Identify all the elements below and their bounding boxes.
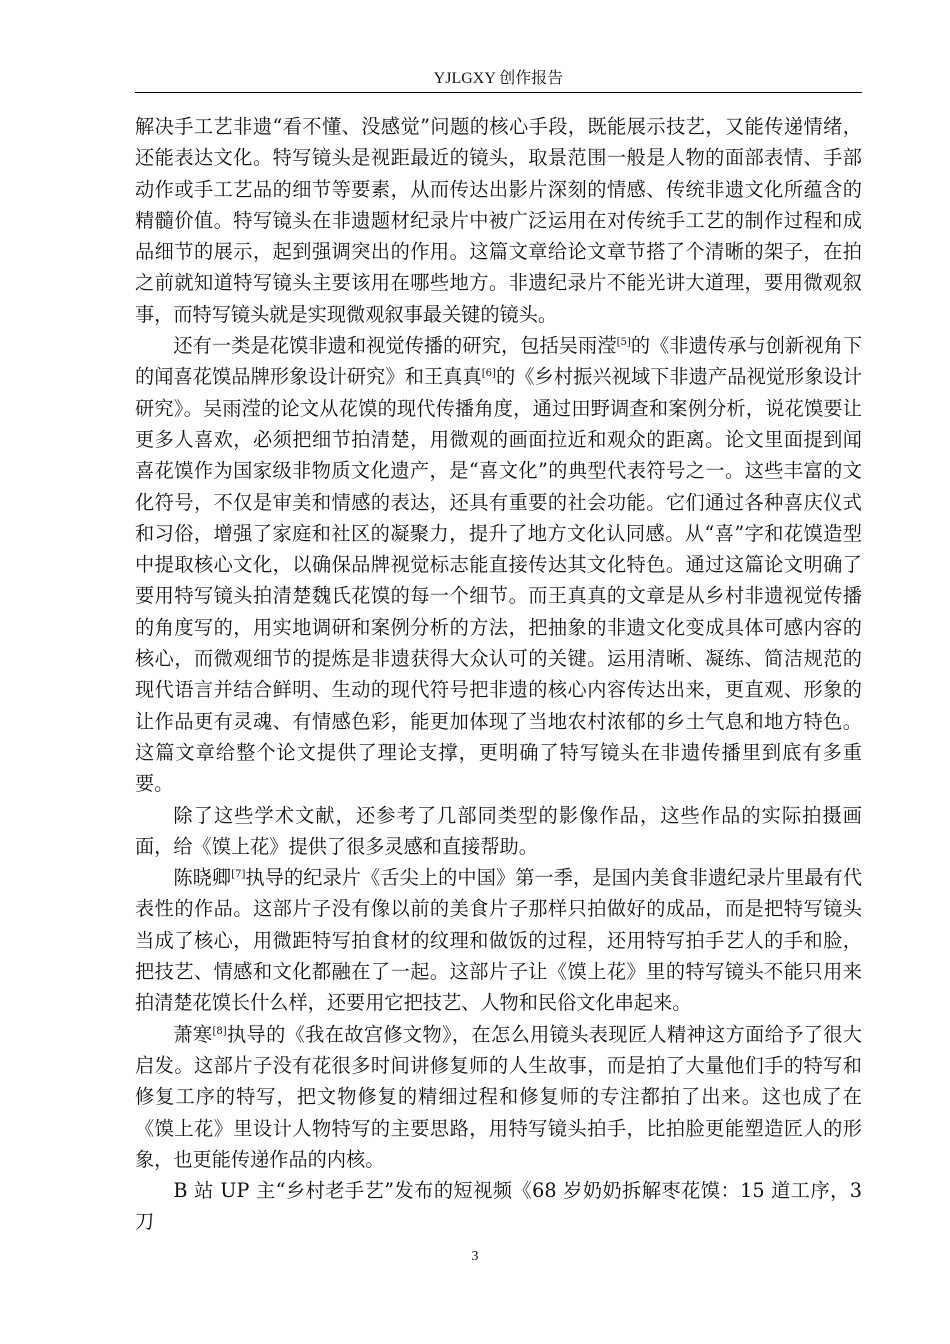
paragraph-2-text-b: 的《非遗传承与创新视角下的闻喜花馍品牌形象设计研究》和王真真	[135, 334, 863, 389]
citation-7: [7]	[231, 869, 246, 881]
paragraph-2-text-a: 还有一类是花馍非遗和视觉传播的研究，包括吴雨滢	[173, 334, 617, 358]
paragraph-5	[135, 1019, 862, 1175]
citation-8: [8]	[212, 1025, 227, 1037]
paragraph-4-text-b: 执导的纪录片《舌尖上的中国》第一季，是国内美食非遗纪录片里最有代表性的作品。这部片子没有像以前的美食片子那样只拍做好的成品，而是把特写镜头当成了核心，用微距特写拍食材的纹理和做饭的过程，还用特写拍手艺人的手和脸，把技艺、情感和文化都融在了一起。这部片子让《馍上花》里的特写镜头不能只用来拍清楚花馍长什么样，还要用它把技艺、人物和民俗文化串起来。	[135, 866, 863, 1015]
paragraph-2	[135, 330, 862, 799]
paragraph-1: 解决手工艺非遗“看不懂、没感觉”问题的核心手段，既能展示技艺，又能传递情绪，还能表达文化。特写镜头是视距最近的镜头，取景范围一般是人物的面部表情、手部动作或手工艺品的细节等要素，从而传达出影片深刻的情感、传统非遗文化所蕴含的精髓价值。特写镜头在非遗题材纪录片中被广泛运用在对传统手工艺的制作过程和成品细节的展示，起到强调突出的作用。这篇文章给论文章节搭了个清晰的架子，在拍之前就知道特写镜头主要该用在哪些地方。非遗纪录片不能光讲大道理，要用微观叙事，而特写镜头就是实现微观叙事最关键的镜头。	[135, 115, 862, 326]
paragraph-4	[135, 862, 862, 1018]
paragraph-5-text-a: 萧寒	[173, 1022, 213, 1046]
header-divider	[135, 92, 862, 93]
citation-6: [6]	[481, 368, 496, 380]
citation-5: [5]	[616, 337, 631, 349]
page-header: YJLGXY 创作报告	[433, 70, 564, 87]
document-body	[135, 111, 862, 1238]
page-number: 3	[471, 1249, 479, 1264]
paragraph-3: 除了这些学术文献，还参考了几部同类型的影像作品，这些作品的实际拍摄画面，给《馍上花》提供了很多灵感和直接帮助。	[135, 803, 862, 858]
paragraph-4-text-a: 陈晓卿	[173, 866, 232, 890]
paragraph-5-text-b: 执导的《我在故宫修文物》，在怎么用镜头表现匠人精神这方面给予了很大启发。这部片子没有花很多时间讲修复师的人生故事，而是拍了大量他们手的特写和修复工序的特写，把文物修复的精细过程和修复师的专注都拍了出来。这也成了在《馍上花》里设计人物特写的主要思路，用特写镜头拍手，比拍脸更能塑造匠人的形象，也更能传递作品的内核。	[135, 1022, 862, 1171]
paragraph-2-text-c: 的《乡村振兴视域下非遗产品视觉形象设计研究》。吴雨滢的论文从花馍的现代传播角度，通过田野调查和案例分析，说花馍要让更多人喜欢，必须把细节拍清楚，用微观的画面拉近和观众的距离。论文里面提到闻喜花馍作为国家级非物质文化遗产，是“喜文化”的典型代表符号之一。这些丰富的文化符号，不仅是审美和情感的表达，还具有重要的社会功能。它们通过各种喜庆仪式和习俗，增强了家庭和社区的凝聚力，提升了地方文化认同感。从“喜”字和花馍造型中提取核心文化，以确保品牌视觉标志能直接传达其文化特色。通过这篇论文明确了要用特写镜头拍清楚魏氏花馍的每一个细节。而王真真的文章是从乡村非遗视觉传播的角度写的，用实地调研和案例分析的方法，把抽象的非遗文化变成具体可感内容的核心，而微观细节的提炼是非遗获得大众认可的关键。运用清晰、凝练、简洁规范的现代语言并结合鲜明、生动的现代符号把非遗的核心内容传达出来，更直观、形象的让作品更有灵魂、有情感色彩，能更加体现了当地农村浓郁的乡土气息和地方特色。这篇文章给整个论文提供了理论支撑，更明确了特写镜头在非遗传播里到底有多重要。	[135, 365, 862, 796]
paragraph-6: B 站 UP 主“乡村老手艺”发布的短视频《68 岁奶奶拆解枣花馍：15 道工序，3 刀	[135, 1179, 862, 1234]
